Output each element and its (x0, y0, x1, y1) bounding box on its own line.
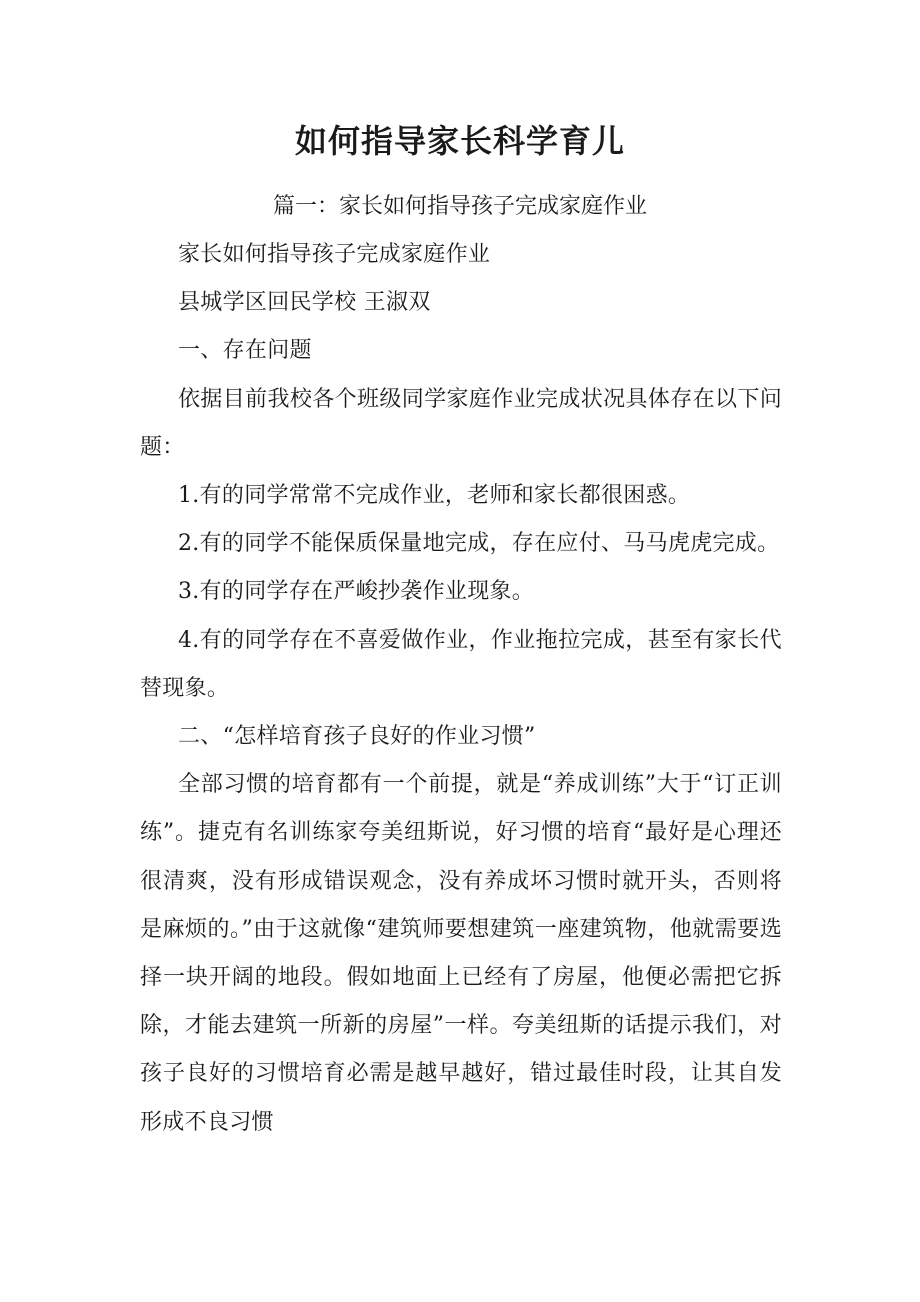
section-heading-problems: 一、存在问题 (178, 338, 312, 364)
paragraph-body: 全部习惯的培育都有一个前提，就是“养成训练”大于“订正训练”。捷克有名训练家夸美纽斯说，好习惯的培育“最好是心理还很清爽，没有形成错误观念，没有养成坏习惯时就开头，否则将是麻烦的。”由于这就像“建筑师要想建筑一座建筑物，他就需要选择一块开阔的地段。假如地面上已经有了房屋，他便必需把它拆除，才能去建筑一所新的房屋”一样。夸美纽斯的话提示我们，对孩子良好的习惯培育必需是越早越好，错过最佳时段，让其自发形成不良习惯 (140, 772, 782, 1135)
paragraph-intro: 依据目前我校各个班级同学家庭作业完成状况具体存在以下问题： (140, 386, 782, 460)
document-body (140, 231, 782, 1147)
list-item-1: 1.有的同学常常不完成作业，老师和家长都很困惑。 (178, 483, 691, 509)
section-heading-habits: 二、“怎样培育孩子良好的作业习惯” (178, 724, 536, 750)
document-subtitle: 篇一：家长如何指导孩子完成家庭作业 (272, 194, 647, 219)
list-item-2: 2.有的同学不能保质保量地完成，存在应付、马马虎虎完成。 (178, 531, 780, 557)
list-item-4: 4.有的同学存在不喜爱做作业，作业拖拉完成，甚至有家长代替现象。 (140, 627, 782, 701)
paragraph-heading: 家长如何指导孩子完成家庭作业 (178, 242, 491, 267)
list-item-3: 3.有的同学存在严峻抄袭作业现象。 (178, 579, 535, 605)
paragraph-author: 县城学区回民学校 王淑双 (178, 290, 431, 316)
document-title: 如何指导家长科学育儿 (294, 122, 625, 160)
